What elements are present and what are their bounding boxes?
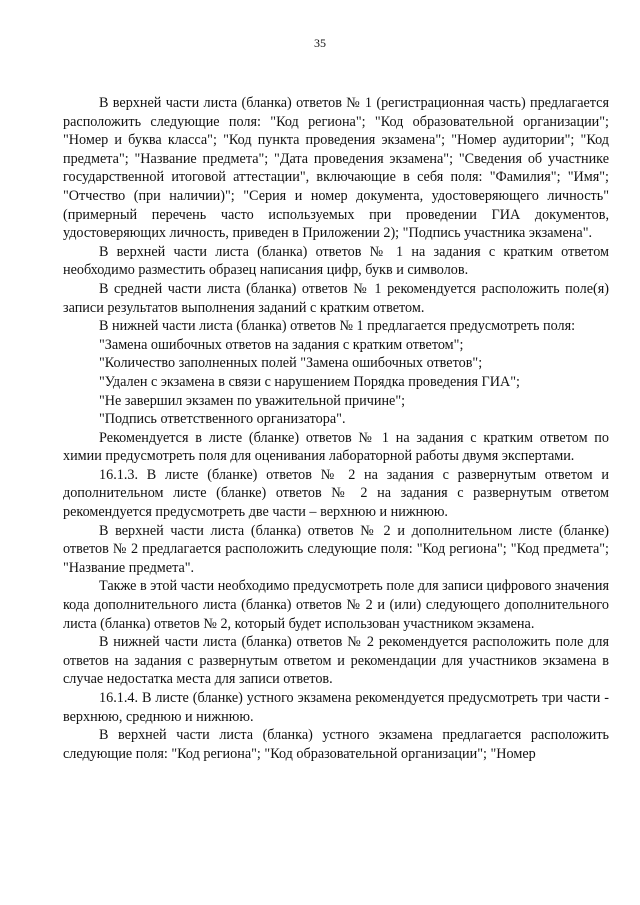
list-item: "Количество заполненных полей "Замена ошибочных ответов"; bbox=[99, 355, 483, 372]
paragraph: В верхней части листа (бланка) ответов № 2 и дополнительном листе (бланке) ответов № 2 предлагается расположить следующие поля: "Код региона"; "Код предмета"; "Название предмета". bbox=[63, 522, 609, 576]
list-item: "Не завершил экзамен по уважительной причине"; bbox=[99, 392, 406, 409]
list-item: "Удален с экзамена в связи с нарушением Порядка проведения ГИА"; bbox=[99, 373, 520, 390]
paragraph: В нижней части листа (бланка) ответов № 2 рекомендуется расположить поле для ответов на задания с развернутым ответом и рекомендации для участников экзамена в случае недостатка места для записи ответов. bbox=[63, 634, 609, 688]
section-paragraph: 16.1.4. В листе (бланке) устного экзамена рекомендуется предусмотреть три части - верхнюю, среднюю и нижнюю. bbox=[63, 690, 609, 725]
list-item: "Замена ошибочных ответов на задания с кратким ответом"; bbox=[99, 336, 464, 353]
paragraph: Также в этой части необходимо предусмотреть поле для записи цифрового значения кода дополнительного листа (бланка) ответов № 2 и (или) следующего дополнительного листа (бланка) ответов № 2, который будет использован участником экзамена. bbox=[63, 578, 609, 632]
paragraph: Рекомендуется в листе (бланке) ответов № 1 на задания с кратким ответом по химии предусмотреть поля для оценивания лабораторной работы двумя экспертами. bbox=[63, 429, 609, 465]
paragraph: В средней части листа (бланка) ответов № 1 рекомендуется расположить поле(я) записи результатов выполнения заданий с кратким ответом. bbox=[63, 280, 609, 316]
page-number: 35 bbox=[314, 36, 326, 50]
paragraph: В верхней части листа (бланка) ответов № 1 на задания с кратким ответом необходимо разместить образец написания цифр, букв и символов. bbox=[63, 243, 609, 279]
list-item: "Подпись ответственного организатора". bbox=[99, 411, 346, 428]
paragraph: В верхней части листа (бланка) устного экзамена предлагается расположить следующие поля: "Код региона"; "Код образовательной организации"; "Номер bbox=[63, 727, 609, 762]
document-body bbox=[63, 94, 609, 763]
paragraph: В верхней части листа (бланка) ответов № 1 (регистрационная часть) предлагается расположить следующие поля: "Код региона"; "Код образовательной организации"; "Номер и буква класса"; "Код пункта проведения экзамена"; "Номер аудитории"; "Код предмета"; "Название предмета"; "Дата проведения экзамена"; "Сведения об участнике государственной итоговой аттестации", включающие в себя поля: "Фамилия"; "Имя"; "Отчество (при наличии)"; "Серия и номер документа, удостоверяющего личность" (примерный перечень часто используемых при проведении ГИА документов, удостоверяющих личность, приведен в Приложении 2); "Подпись участника экзамена". bbox=[63, 95, 609, 242]
section-paragraph: 16.1.3. В листе (бланке) ответов № 2 на задания с развернутым ответом и дополнительном листе (бланке) ответов № 2 на задания с развернутым ответом рекомендуется предусмотреть две части – верхнюю и нижнюю. bbox=[63, 466, 609, 521]
paragraph: В нижней части листа (бланка) ответов № 1 предлагается предусмотреть поля: bbox=[99, 318, 576, 335]
